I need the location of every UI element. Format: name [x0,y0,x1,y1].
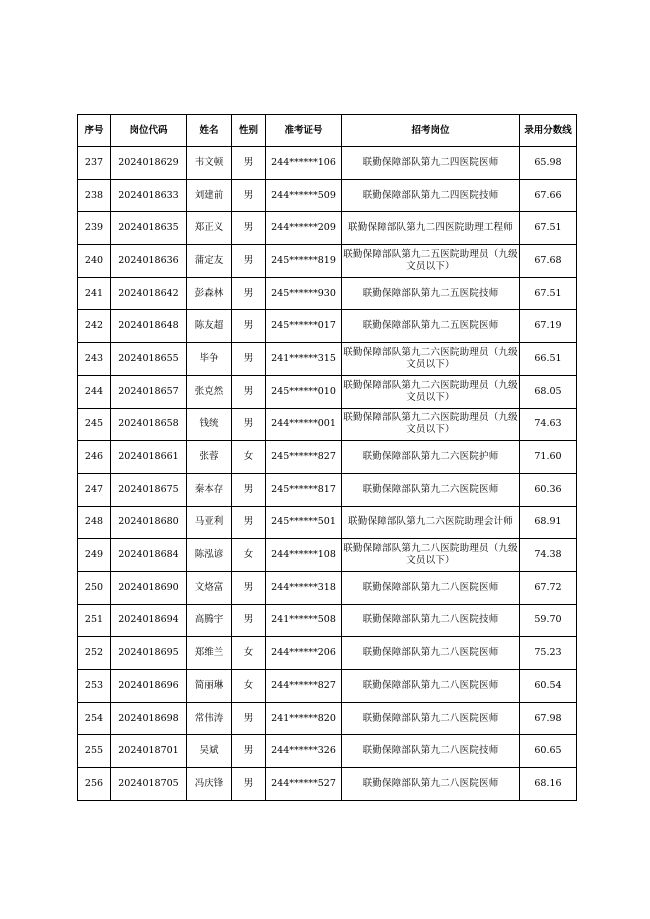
cell-name: 彭森林 [187,277,232,310]
cell-exam-id: 244******209 [266,212,342,245]
cell-no: 244 [78,375,111,408]
table-row [78,768,577,801]
cell-gender: 女 [232,539,266,572]
cell-no: 256 [78,768,111,801]
cell-position: 联勤保障部队第九二八医院助理员（九级文员以下） [342,539,520,572]
cell-code: 2024018658 [111,408,187,441]
cell-score: 67.19 [520,310,577,343]
cell-exam-id: 244******509 [266,179,342,212]
cell-score: 66.51 [520,343,577,376]
cell-position: 联勤保障部队第九二五医院技师 [342,277,520,310]
cell-score: 60.36 [520,473,577,506]
cell-code: 2024018633 [111,179,187,212]
cell-name: 韦文顿 [187,147,232,180]
cell-gender: 女 [232,441,266,474]
cell-exam-id: 245******819 [266,245,342,278]
table-row [78,539,577,572]
cell-exam-id: 245******501 [266,506,342,539]
cell-position: 联勤保障部队第九二八医院医师 [342,768,520,801]
header-no: 序号 [78,115,111,147]
cell-exam-id: 244******527 [266,768,342,801]
table-row [78,343,577,376]
cell-score: 67.68 [520,245,577,278]
cell-name: 毕争 [187,343,232,376]
cell-position: 联勤保障部队第九二四医院医师 [342,147,520,180]
cell-score: 67.51 [520,212,577,245]
cell-no: 242 [78,310,111,343]
cell-exam-id: 245******010 [266,375,342,408]
cell-position: 联勤保障部队第九二八医院技师 [342,604,520,637]
cell-code: 2024018657 [111,375,187,408]
cell-no: 248 [78,506,111,539]
cell-score: 71.60 [520,441,577,474]
cell-exam-id: 245******817 [266,473,342,506]
cell-gender: 男 [232,506,266,539]
cell-no: 252 [78,637,111,670]
cell-score: 60.54 [520,670,577,703]
cell-name: 高腾宇 [187,604,232,637]
cell-score: 68.16 [520,768,577,801]
cell-code: 2024018648 [111,310,187,343]
cell-code: 2024018680 [111,506,187,539]
cell-gender: 男 [232,768,266,801]
cell-position: 联勤保障部队第九二八医院技师 [342,735,520,768]
cell-position: 联勤保障部队第九二六医院助理员（九级文员以下） [342,375,520,408]
cell-score: 65.98 [520,147,577,180]
cell-position: 联勤保障部队第九二六医院医师 [342,473,520,506]
cell-score: 59.70 [520,604,577,637]
cell-name: 秦本存 [187,473,232,506]
header-position: 招考岗位 [342,115,520,147]
cell-position: 联勤保障部队第九二六医院助理会计师 [342,506,520,539]
cell-code: 2024018684 [111,539,187,572]
cell-score: 74.63 [520,408,577,441]
table-row [78,408,577,441]
cell-name: 钱统 [187,408,232,441]
cell-exam-id: 241******820 [266,702,342,735]
cell-code: 2024018694 [111,604,187,637]
header-code: 岗位代码 [111,115,187,147]
cell-position: 联勤保障部队第九二六医院助理员（九级文员以下） [342,343,520,376]
cell-gender: 女 [232,670,266,703]
table-row [78,441,577,474]
cell-name: 郑正义 [187,212,232,245]
cell-score: 67.72 [520,571,577,604]
cell-no: 249 [78,539,111,572]
table-row [78,571,577,604]
cell-no: 255 [78,735,111,768]
cell-gender: 女 [232,637,266,670]
cell-score: 75.23 [520,637,577,670]
cell-exam-id: 244******001 [266,408,342,441]
cell-code: 2024018642 [111,277,187,310]
cell-position: 联勤保障部队第九二四医院技师 [342,179,520,212]
cell-gender: 男 [232,245,266,278]
cell-name: 常伟涛 [187,702,232,735]
cell-score: 67.51 [520,277,577,310]
cell-position: 联勤保障部队第九二五医院医师 [342,310,520,343]
table-row [78,506,577,539]
cell-position: 联勤保障部队第九二八医院医师 [342,571,520,604]
cell-name: 陈泓谚 [187,539,232,572]
cell-position: 联勤保障部队第九二六医院护师 [342,441,520,474]
cell-code: 2024018701 [111,735,187,768]
table-row [78,473,577,506]
cell-score: 74.38 [520,539,577,572]
cell-no: 246 [78,441,111,474]
cell-no: 247 [78,473,111,506]
table-body [78,147,577,801]
cell-exam-id: 241******508 [266,604,342,637]
cell-exam-id: 245******930 [266,277,342,310]
table-row [78,179,577,212]
cell-no: 251 [78,604,111,637]
header-name: 姓名 [187,115,232,147]
cell-name: 文烙富 [187,571,232,604]
cell-score: 68.91 [520,506,577,539]
cell-position: 联勤保障部队第九二八医院医师 [342,637,520,670]
cell-name: 刘建前 [187,179,232,212]
cell-name: 张蓉 [187,441,232,474]
cell-no: 243 [78,343,111,376]
cell-code: 2024018655 [111,343,187,376]
table-row [78,212,577,245]
cell-code: 2024018661 [111,441,187,474]
cell-exam-id: 245******827 [266,441,342,474]
table-row [78,375,577,408]
cell-no: 237 [78,147,111,180]
header-score: 录用分数线 [520,115,577,147]
cell-gender: 男 [232,604,266,637]
cell-exam-id: 244******206 [266,637,342,670]
cell-gender: 男 [232,212,266,245]
cell-gender: 男 [232,408,266,441]
cell-exam-id: 244******106 [266,147,342,180]
cell-no: 253 [78,670,111,703]
cell-name: 张克然 [187,375,232,408]
cell-exam-id: 245******017 [266,310,342,343]
cell-name: 吴斌 [187,735,232,768]
cell-code: 2024018635 [111,212,187,245]
cell-gender: 男 [232,179,266,212]
cell-exam-id: 244******318 [266,571,342,604]
table-row [78,147,577,180]
cell-gender: 男 [232,343,266,376]
header-gender: 性别 [232,115,266,147]
cell-name: 郑维兰 [187,637,232,670]
cell-code: 2024018629 [111,147,187,180]
cell-gender: 男 [232,702,266,735]
header-row [78,115,577,147]
cell-no: 241 [78,277,111,310]
cell-position: 联勤保障部队第九二六医院助理员（九级文员以下） [342,408,520,441]
table-row [78,604,577,637]
results-table [77,114,577,801]
cell-no: 239 [78,212,111,245]
cell-code: 2024018695 [111,637,187,670]
cell-code: 2024018675 [111,473,187,506]
table-row [78,702,577,735]
table-row [78,735,577,768]
cell-score: 67.66 [520,179,577,212]
cell-name: 冯庆锋 [187,768,232,801]
cell-code: 2024018696 [111,670,187,703]
cell-position: 联勤保障部队第九二五医院助理员（九级文员以下） [342,245,520,278]
cell-score: 60.65 [520,735,577,768]
cell-gender: 男 [232,310,266,343]
cell-gender: 男 [232,473,266,506]
cell-exam-id: 244******827 [266,670,342,703]
cell-code: 2024018705 [111,768,187,801]
cell-code: 2024018698 [111,702,187,735]
cell-score: 67.98 [520,702,577,735]
table-row [78,245,577,278]
cell-exam-id: 244******326 [266,735,342,768]
cell-no: 238 [78,179,111,212]
cell-name: 简丽琳 [187,670,232,703]
header-exam-id: 准考证号 [266,115,342,147]
cell-no: 250 [78,571,111,604]
cell-position: 联勤保障部队第九二四医院助理工程师 [342,212,520,245]
cell-no: 240 [78,245,111,278]
cell-score: 68.05 [520,375,577,408]
table-row [78,277,577,310]
cell-code: 2024018690 [111,571,187,604]
cell-no: 245 [78,408,111,441]
cell-name: 陈友超 [187,310,232,343]
cell-gender: 男 [232,735,266,768]
cell-gender: 男 [232,277,266,310]
cell-name: 蒲定友 [187,245,232,278]
table-row [78,637,577,670]
cell-gender: 男 [232,147,266,180]
cell-exam-id: 241******315 [266,343,342,376]
cell-gender: 男 [232,571,266,604]
table-row [78,670,577,703]
table-row [78,310,577,343]
cell-code: 2024018636 [111,245,187,278]
cell-name: 马亚利 [187,506,232,539]
cell-no: 254 [78,702,111,735]
cell-position: 联勤保障部队第九二八医院医师 [342,670,520,703]
cell-exam-id: 244******108 [266,539,342,572]
cell-gender: 男 [232,375,266,408]
cell-position: 联勤保障部队第九二八医院医师 [342,702,520,735]
